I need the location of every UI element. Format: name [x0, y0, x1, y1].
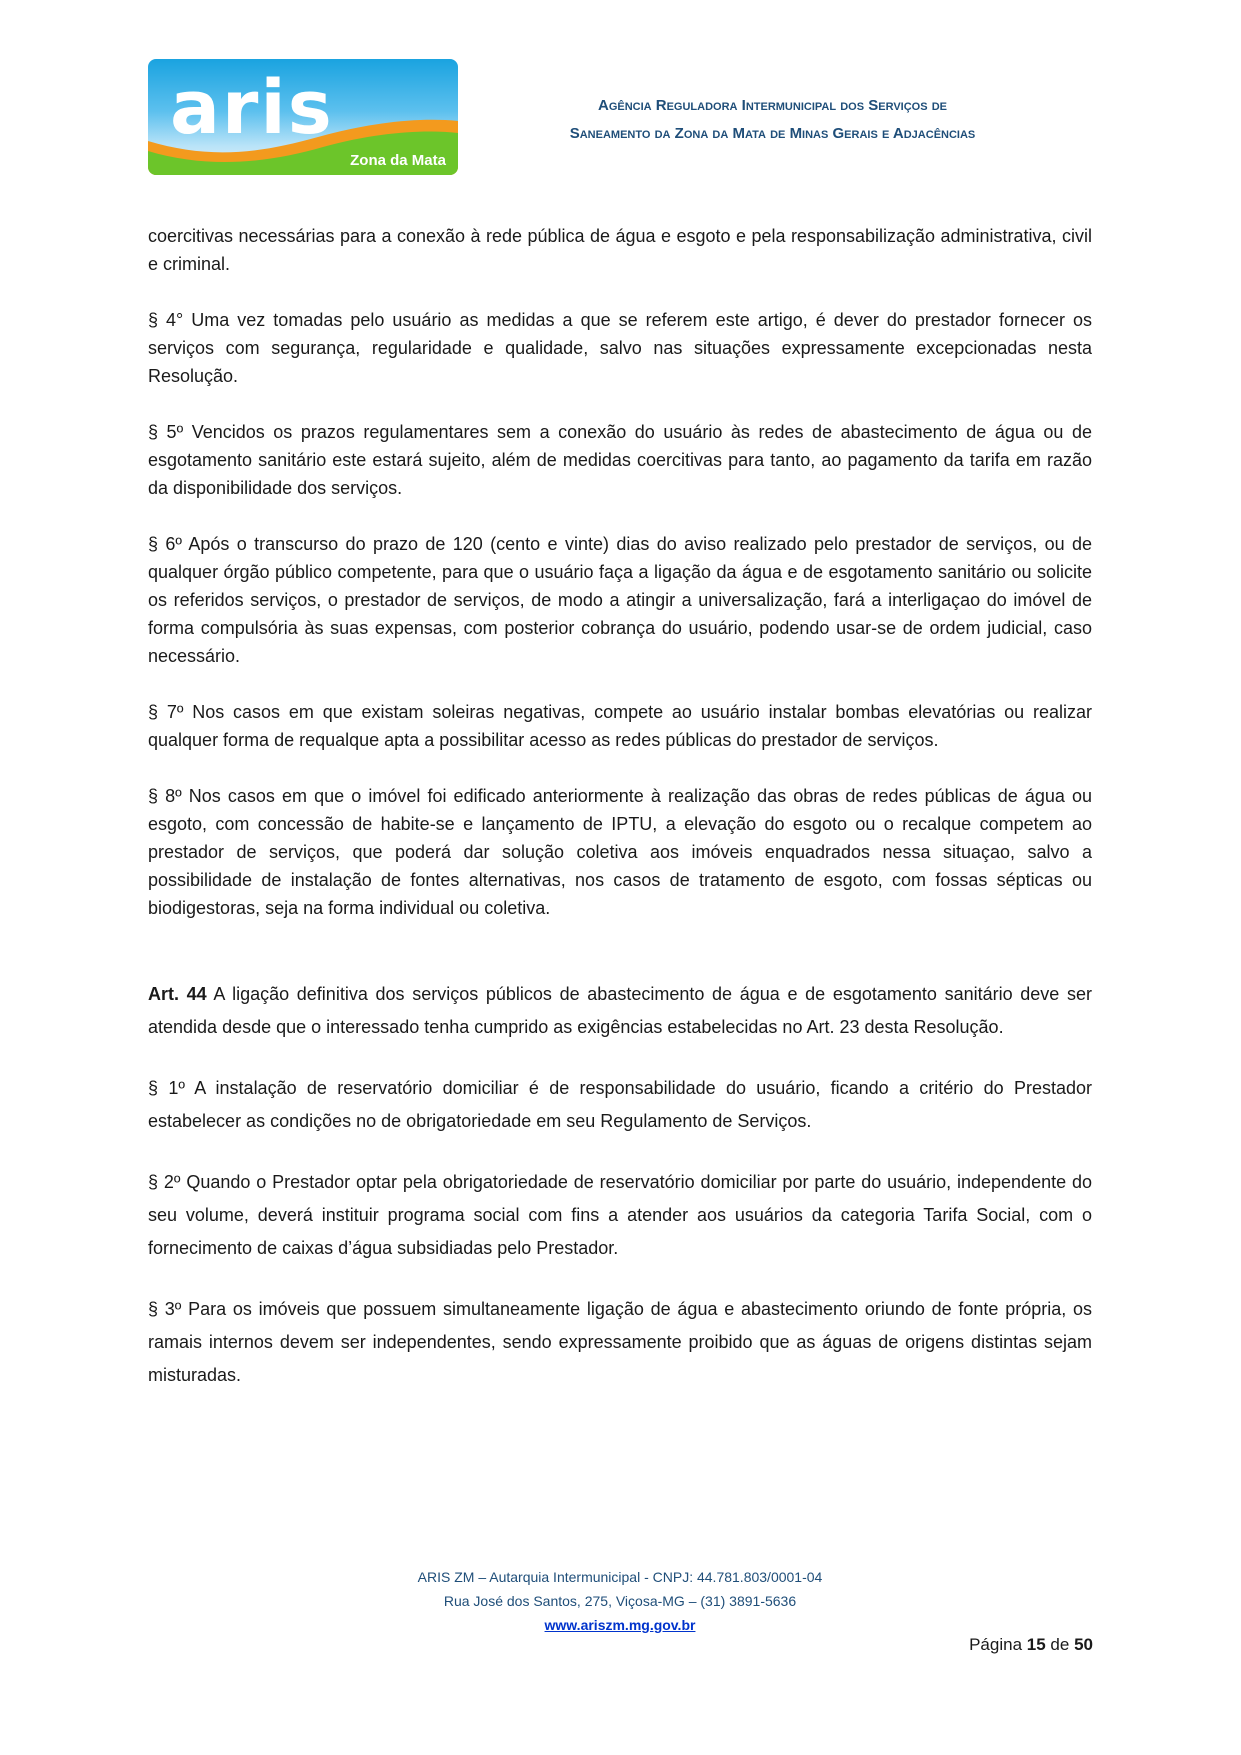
page-label: Página [969, 1635, 1023, 1654]
page-current: 15 [1026, 1635, 1046, 1654]
footer-line-1: ARIS ZM – Autarquia Intermunicipal - CNPJ: 44.781.803/0001-04 [417, 1569, 823, 1585]
agency-line-1: Agência Reguladora Intermunicipal dos Serviços de [597, 97, 947, 114]
paragraph-intro: coercitivas necessárias para a conexão à rede pública de água e esgoto e pela responsabilização administrativa, civil e criminal. [148, 226, 1092, 274]
logo-wordmark: aris [170, 65, 334, 151]
article-44-paragraph-3: § 3º Para os imóveis que possuem simultaneamente ligação de água e abastecimento oriundo de fonte própria, os ramais internos devem ser independentes, sendo expressamente proibido que as águas de origens distintas sejam misturadas. [148, 1299, 1092, 1385]
paragraph-5: § 5º Vencidos os prazos regulamentares sem a conexão do usuário às redes de abastecimento de água ou de esgotamento sanitário este estará sujeito, além de medidas coercitivas para tanto, ao pagamento da tarifa em razão da disponibilidade dos serviços. [148, 422, 1092, 498]
website-link[interactable]: www.ariszm.mg.gov.br [544, 1617, 696, 1633]
aris-logo [148, 59, 458, 175]
article-44-paragraph-1: § 1º A instalação de reservatório domiciliar é de responsabilidade do usuário, ficando a critério do Prestador estabelecer as condições no de obrigatoriedade em seu Regulamento de Serviços. [148, 1078, 1092, 1131]
page-number [969, 1635, 1093, 1655]
paragraph-8: § 8º Nos casos em que o imóvel foi edificado anteriormente à realização das obras de redes públicas de água ou esgoto, com concessão de habite-se e lançamento de IPTU, a elevação do esgoto ou o recalque competem ao prestador de serviços, que poderá dar solução coletiva aos imóveis enquadrados nessa situaçao, salvo a possibilidade de instalação de fontes alternativas, nos casos de tratamento de esgoto, com fossas sépticas ou biodigestoras, seja na forma individual ou coletiva. [148, 786, 1092, 918]
paragraph-4: § 4° Uma vez tomadas pelo usuário as medidas a que se referem este artigo, é dever do prestador fornecer os serviços com segurança, regularidade e qualidade, salvo nas situações expressamente excepcionadas nesta Resolução. [148, 310, 1092, 386]
logo-subtitle: Zona da Mata [350, 152, 446, 169]
article-44-text: A ligação definitiva dos serviços públicos de abastecimento de água e de esgotamento sanitário deve ser atendida desde que o interessado tenha cumprido as exigências estabelecidas no Art. 23 desta Resolução. [148, 984, 1092, 1037]
agency-line-2: Saneamento da Zona da Mata de Minas Gerais e Adjacências [569, 125, 976, 142]
article-44 [148, 978, 1092, 1044]
paragraph-7: § 7º Nos casos em que existam soleiras negativas, compete ao usuário instalar bombas elevatórias ou realizar qualquer forma de requalque apta a possibilitar acesso as redes públicas do prestador de serviços. [148, 702, 1092, 750]
page-total: 50 [1074, 1635, 1093, 1654]
document-body [148, 222, 1092, 1392]
page-of: de [1050, 1635, 1070, 1654]
paragraph-6: § 6º Após o transcurso do prazo de 120 (cento e vinte) dias do aviso realizado pelo prestador de serviços, ou de qualquer órgão público competente, para que o usuário faça a ligação da água e de esgotamento sanitário ou solicite os referidos serviços, o prestador de serviços, de modo a atingir a universalização, fará a interligaçao do imóvel de forma compulsória às suas expensas, com posterior cobrança do usuário, podendo usar-se de ordem judicial, caso necessário. [148, 534, 1092, 666]
footer-line-2: Rua José dos Santos, 275, Viçosa-MG – (31) 3891-5636 [443, 1593, 797, 1609]
page-footer [380, 1565, 860, 1637]
agency-header [500, 92, 1045, 148]
article-44-paragraph-2: § 2º Quando o Prestador optar pela obrigatoriedade de reservatório domiciliar por parte do usuário, independente do seu volume, deverá instituir programa social com fins a atender aos usuários da categoria Tarifa Social, com o fornecimento de caixas d’água subsidiadas pelo Prestador. [148, 1172, 1092, 1258]
article-44-label: Art. 44 [148, 984, 207, 1004]
